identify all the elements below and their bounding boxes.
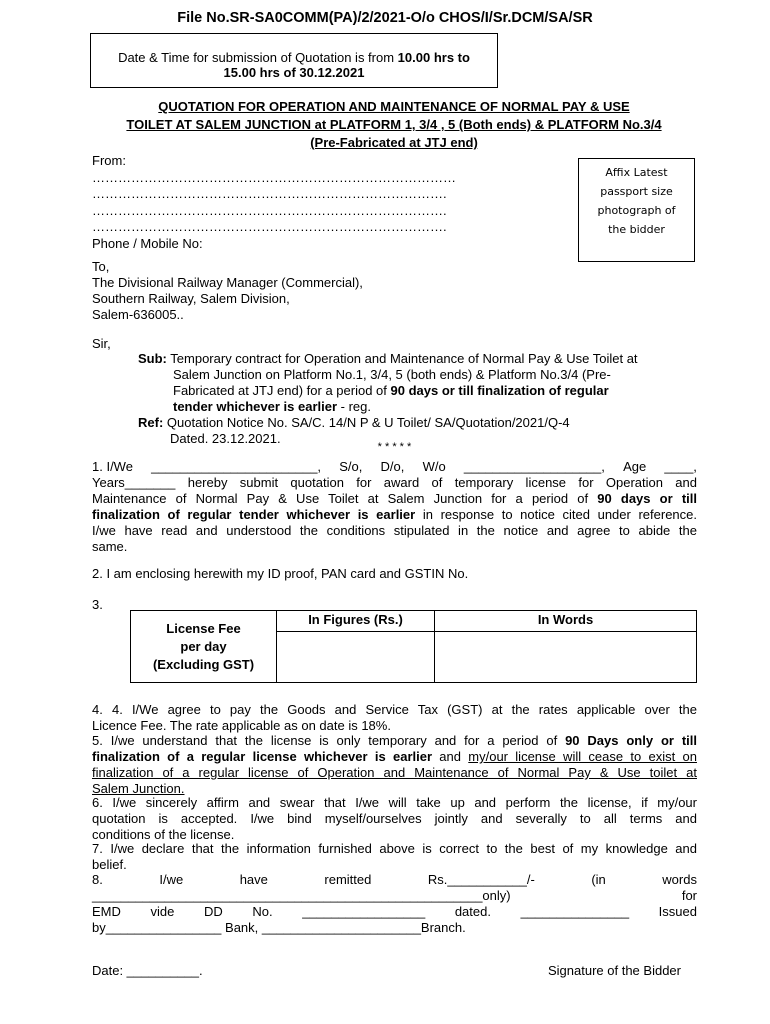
p8-no: No.: [252, 904, 273, 919]
license-fee-table: [130, 610, 697, 683]
p8-words-blank: ______________________________________________________only): [92, 888, 511, 903]
paragraph-6: [92, 795, 697, 843]
fee-figures-cell[interactable]: [277, 632, 435, 683]
file-number: File No.SR-SA0COMM(PA)/2/2021-O/o CHOS/I/Sr.DCM/SA/SR: [177, 10, 593, 26]
p8-for: for: [681, 888, 697, 903]
p5-line-1a: 5. I/we understand that the license is only temporary and for a period of: [92, 733, 566, 748]
p7-line-1: 7. I/we declare that the information furnished above is correct to the best of my knowledge and: [92, 841, 697, 856]
p8-w6: (in: [591, 872, 606, 887]
from-dots-2: ……………………………………………………………………….: [92, 186, 447, 201]
subject-line-1: Temporary contract for Operation and Maintenance of Normal Pay & Use Toilet at: [170, 351, 638, 366]
p8-issued: Issued: [658, 904, 697, 919]
p1-line-3a: Maintenance of Normal Pay & Use Toilet at Salem Junction for a period of: [92, 491, 598, 506]
p8-line-4: by________________ Bank, ______________________Branch.: [92, 920, 466, 935]
p1-line-6: same.: [92, 539, 128, 554]
p8-vide: vide: [150, 904, 175, 919]
photo-line-4: the bidder: [608, 223, 665, 236]
p5-line-2b: and: [432, 749, 469, 764]
p7-line-2: belief.: [92, 857, 127, 872]
subject-line-4a: tender whichever is earlier: [173, 399, 338, 414]
p1-wo: W/o: [422, 459, 446, 474]
photo-box: [578, 158, 695, 262]
p8-w4: remitted: [324, 872, 372, 887]
p1-do: D/o,: [380, 459, 405, 474]
paragraph-2: 2. I am enclosing herewith my ID proof, PAN card and GSTIN No.: [92, 566, 469, 581]
fee-col-words: In Words: [435, 611, 697, 632]
p5-line-4: Salem Junction.: [92, 781, 185, 796]
paragraph-5: [92, 733, 697, 797]
p5-line-2a: finalization of a regular license whichever is earlier: [92, 749, 433, 764]
phone-label: Phone / Mobile No:: [92, 235, 203, 251]
reference-label: Ref:: [138, 415, 164, 430]
subject-line-4b: - reg.: [337, 399, 371, 414]
subject-block: [138, 351, 698, 447]
fee-col-figures: In Figures (Rs.): [277, 611, 435, 632]
submission-text: Date & Time for submission of Quotation is from: [118, 50, 398, 65]
reference-line-2: Dated. 23.12.2021.: [170, 431, 281, 446]
p8-w7: words: [662, 872, 697, 887]
p1-relation-blank: ___________________,: [463, 459, 605, 474]
p4-line-1: 4. 4. I/We agree to pay the Goods and Service Tax (GST) at the rates applicable over the: [92, 702, 697, 717]
to-label: To,: [92, 259, 110, 274]
p8-dated: dated.: [454, 904, 491, 919]
photo-line-1: Affix Latest: [605, 166, 668, 179]
paragraph-1: [92, 459, 697, 555]
from-block: [92, 153, 572, 252]
p8-dd: DD: [204, 904, 223, 919]
to-block: [92, 259, 363, 323]
title-line-1: QUOTATION FOR OPERATION AND MAINTENANCE OF NORMAL PAY & USE: [158, 99, 630, 114]
p1-so: S/o,: [339, 459, 363, 474]
fee-words-cell[interactable]: [435, 632, 697, 683]
p6-line-1: 6. I/we sincerely affirm and swear that I/we will take up and perform the license, if my/our: [92, 795, 697, 810]
title-line-3: (Pre-Fabricated at JTJ end): [310, 135, 478, 150]
p1-line-4a: finalization of regular tender whichever is earlier: [92, 507, 416, 522]
subject-line-3b: 90 days or till finalization of regular: [390, 383, 609, 398]
document-title: [90, 98, 698, 152]
title-line-2: TOILET AT SALEM JUNCTION at PLATFORM 1, 3/4 , 5 (Both ends) & PLATFORM No.3/4: [126, 117, 662, 132]
reference-line-1: Quotation Notice No. SA/C. 14/N P & U Toilet/ SA/Quotation/2021/Q-4: [166, 415, 570, 430]
submission-time-start: 10.00 hrs to: [397, 50, 470, 65]
fee-label-3: (Excluding GST): [152, 656, 255, 672]
p1-line-5: I/we have read and understood the conditions stipulated in the notice and agree to abide the: [92, 523, 697, 538]
p8-date-blank: _______________: [520, 904, 630, 919]
from-dots-1: …………………………………………………………………………: [92, 169, 456, 185]
p1-name-blank: _______________________,: [151, 459, 322, 474]
p5-line-1b: 90 Days only or till: [565, 733, 697, 748]
paragraph-3: 3.: [92, 597, 103, 612]
fee-label-1: License Fee: [166, 620, 241, 636]
p8-w3: have: [239, 872, 268, 887]
paragraph-4: [92, 702, 697, 734]
fee-row-label: [131, 611, 277, 683]
submission-time-end: 15.00 hrs of 30.12.2021: [223, 65, 365, 80]
subject-label: Sub:: [138, 351, 167, 366]
p5-line-2c: my/our license will cease to exist on: [468, 749, 697, 764]
signature-label: Signature of the Bidder: [548, 963, 681, 978]
subject-line-2: Salem Junction on Platform No.1, 3/4, 5 (both ends) & Platform No.3/4 (Pre-: [173, 367, 611, 382]
p5-line-3: finalization of a regular license of Operation and Maintenance of Normal Pay & Use toilet at: [92, 765, 697, 780]
subject-line-3a: Fabricated at JTJ end) for a period of: [173, 383, 391, 398]
photo-line-2: passport size: [600, 185, 673, 198]
salutation: Sir,: [92, 336, 111, 351]
p1-line-3b: 90 days or till: [597, 491, 697, 506]
p1-line-4b: in response to notice cited under reference.: [415, 507, 698, 522]
from-dots-4: ……………………………………………………………………….: [92, 219, 447, 234]
to-line-1: The Divisional Railway Manager (Commercial),: [92, 275, 363, 290]
from-dots-3: ……………………………………………………………………….: [92, 202, 447, 218]
p6-line-3: conditions of the license.: [92, 827, 235, 842]
p1-age-blank: ____,: [664, 459, 697, 474]
photo-line-3: photograph of: [597, 204, 676, 217]
p4-line-2: Licence Fee. The rate applicable as on date is 18%.: [92, 718, 391, 733]
p1-i-we: 1. I/We: [92, 459, 133, 474]
fee-label-2: per day: [180, 638, 227, 654]
p8-w2: I/we: [159, 872, 184, 887]
paragraph-7: [92, 841, 697, 873]
p8-dd-number-blank: _________________: [302, 904, 426, 919]
stars-divider: * * * * *: [377, 441, 412, 453]
p8-amount-blank: Rs.___________/-: [427, 872, 535, 887]
p6-line-2: quotation is accepted. I/we bind myself/ourselves jointly and severally to all terms and: [92, 811, 697, 826]
paragraph-8: [92, 872, 697, 936]
to-line-3: Salem-636005..: [92, 307, 184, 322]
p8-w1: 8.: [92, 872, 103, 887]
from-label: From:: [92, 153, 126, 168]
date-field: Date: __________.: [92, 963, 203, 978]
submission-time-box: [90, 33, 498, 88]
to-line-2: Southern Railway, Salem Division,: [92, 291, 290, 306]
p1-age: Age: [623, 459, 647, 474]
p1-line-2: Years_______ hereby submit quotation for award of temporary license for Operation and: [92, 475, 697, 490]
p8-emd: EMD: [92, 904, 121, 919]
